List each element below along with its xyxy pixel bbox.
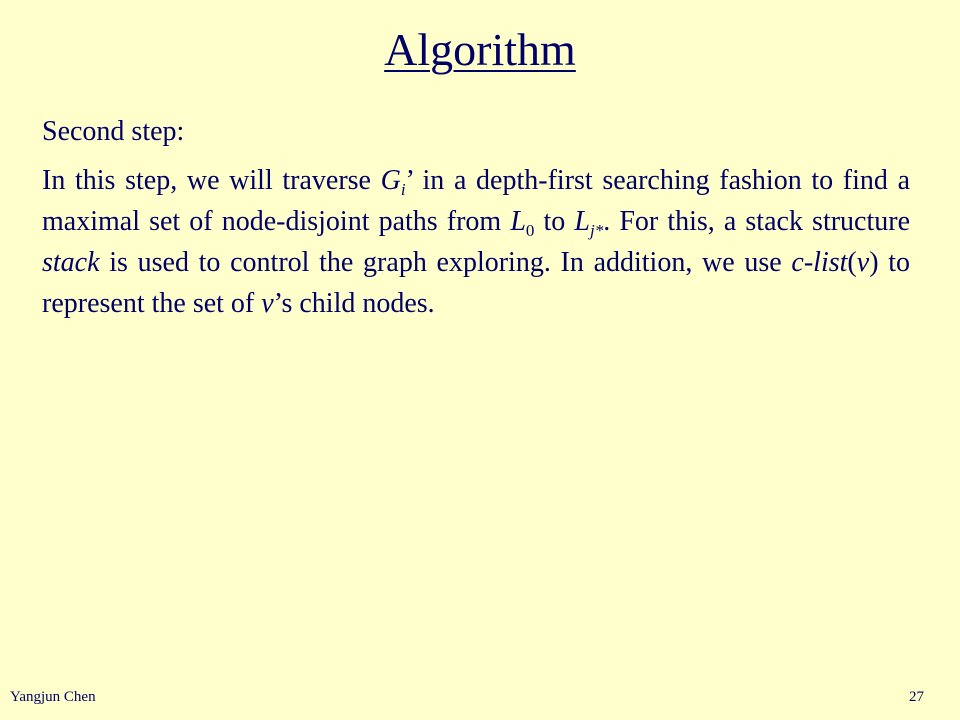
variable-v-possessive: v <box>261 288 274 319</box>
body-text-7: ) to represent the set of <box>42 247 910 319</box>
level-symbol-lj: L <box>574 206 590 237</box>
step-heading: Second step: <box>42 116 185 147</box>
slide-title <box>0 20 960 80</box>
body-text-5: is used to control the graph exploring. In addition, we use <box>99 247 792 278</box>
stack-term: stack <box>42 247 100 278</box>
footer-page-number: 27 <box>909 689 924 705</box>
footer-author: Yangjun Chen <box>10 689 96 705</box>
body-text-3: to <box>534 206 575 237</box>
level-subscript-jstar <box>590 221 603 240</box>
body-text-6: ( <box>847 247 857 278</box>
body-text-4: . For this, a stack structure <box>603 206 911 237</box>
slide-title-text: Algorithm <box>384 24 576 75</box>
level-symbol-l0: L <box>510 206 526 237</box>
body-text-8: ’s child nodes. <box>273 288 435 319</box>
graph-symbol-g: G <box>380 165 401 196</box>
clist-term: c-list <box>791 247 848 278</box>
subscript-jstar-text: j* <box>589 221 604 240</box>
body-paragraph <box>42 160 910 324</box>
subscript-i-text: i <box>400 180 406 199</box>
body-text-1: In this step, we will traverse <box>42 165 381 196</box>
body-text-2: ’ in a depth-first searching fashion to find a maximal set of node-disjoint paths from <box>42 165 911 237</box>
level-subscript-0: 0 <box>525 221 535 240</box>
variable-v: v <box>856 247 870 278</box>
